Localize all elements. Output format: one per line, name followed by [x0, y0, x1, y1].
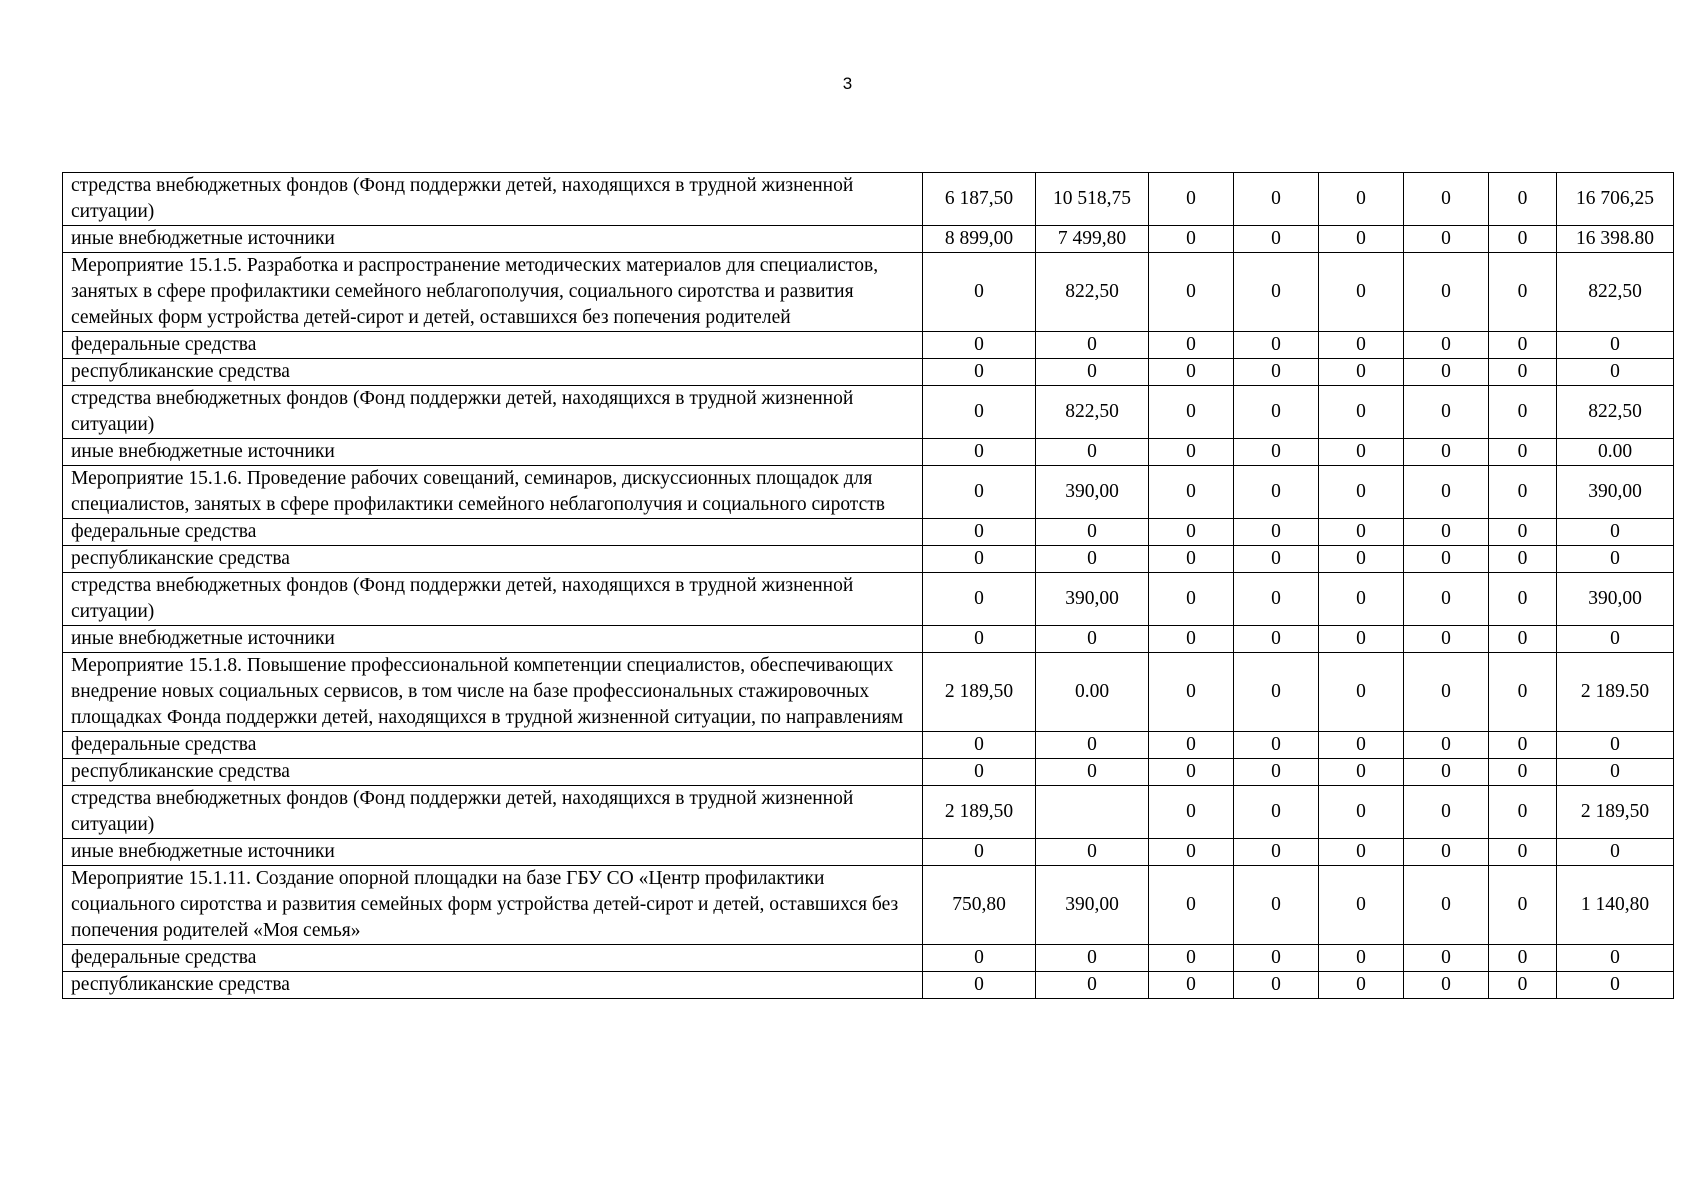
amount-cell-year-7: 0	[1489, 759, 1557, 786]
amount-cell-total: 0	[1557, 332, 1674, 359]
funding-source-cell: стредства внебюджетных фондов (Фонд поддержки детей, находящихся в трудной жизненной ситуации)	[63, 386, 923, 439]
amount-cell-year-3: 0	[1149, 626, 1234, 653]
amount-cell-year-6: 0	[1404, 626, 1489, 653]
amount-cell-year-7: 0	[1489, 573, 1557, 626]
amount-cell-year-3: 0	[1149, 866, 1234, 945]
amount-cell-year-3: 0	[1149, 466, 1234, 519]
funding-source-row	[63, 573, 1674, 626]
measure-title-cell: Мероприятие 15.1.8. Повышение профессиональной компетенции специалистов, обеспечивающих внедрение новых социальных сервисов, в том числе на базе профессиональных стажировочных площадках Фонда поддержки детей, находящихся в трудной жизненной ситуации, по направлениям	[63, 653, 923, 732]
amount-cell-year-6: 0	[1404, 173, 1489, 226]
funding-source-cell: федеральные средства	[63, 945, 923, 972]
amount-cell-year-1: 0	[923, 519, 1036, 546]
amount-cell-year-2: 0	[1036, 759, 1149, 786]
funding-source-cell: иные внебюджетные источники	[63, 226, 923, 253]
funding-source-row	[63, 226, 1674, 253]
amount-cell-year-6: 0	[1404, 359, 1489, 386]
amount-cell-year-2: 0	[1036, 972, 1149, 999]
amount-cell-year-7: 0	[1489, 173, 1557, 226]
amount-cell-year-7: 0	[1489, 839, 1557, 866]
amount-cell-year-7: 0	[1489, 866, 1557, 945]
amount-cell-year-6: 0	[1404, 839, 1489, 866]
amount-cell-year-4: 0	[1234, 359, 1319, 386]
amount-cell-year-7: 0	[1489, 972, 1557, 999]
amount-cell-year-4: 0	[1234, 226, 1319, 253]
amount-cell-year-2: 7 499,80	[1036, 226, 1149, 253]
amount-cell-total: 0	[1557, 759, 1674, 786]
amount-cell-year-4: 0	[1234, 466, 1319, 519]
amount-cell-year-6: 0	[1404, 386, 1489, 439]
funding-source-row	[63, 359, 1674, 386]
amount-cell-year-3: 0	[1149, 332, 1234, 359]
funding-source-cell: республиканские средства	[63, 759, 923, 786]
amount-cell-year-3: 0	[1149, 439, 1234, 466]
measure-row	[63, 253, 1674, 332]
measure-row	[63, 653, 1674, 732]
amount-cell-year-3: 0	[1149, 972, 1234, 999]
amount-cell-total: 16 398.80	[1557, 226, 1674, 253]
amount-cell-year-4: 0	[1234, 972, 1319, 999]
amount-cell-year-1: 6 187,50	[923, 173, 1036, 226]
amount-cell-year-4: 0	[1234, 332, 1319, 359]
funding-source-row	[63, 839, 1674, 866]
amount-cell-year-7: 0	[1489, 359, 1557, 386]
amount-cell-total: 0.00	[1557, 439, 1674, 466]
amount-cell-year-5: 0	[1319, 573, 1404, 626]
amount-cell-total: 0	[1557, 519, 1674, 546]
funding-source-row	[63, 945, 1674, 972]
amount-cell-year-3: 0	[1149, 945, 1234, 972]
amount-cell-year-4: 0	[1234, 732, 1319, 759]
amount-cell-year-3: 0	[1149, 173, 1234, 226]
page-number: 3	[842, 74, 853, 93]
amount-cell-year-7: 0	[1489, 519, 1557, 546]
amount-cell-year-5: 0	[1319, 653, 1404, 732]
amount-cell-year-2: 0	[1036, 359, 1149, 386]
amount-cell-year-5: 0	[1319, 972, 1404, 999]
funding-source-row	[63, 732, 1674, 759]
amount-cell-year-1: 0	[923, 466, 1036, 519]
amount-cell-year-4: 0	[1234, 626, 1319, 653]
amount-cell-total: 0	[1557, 359, 1674, 386]
amount-cell-year-5: 0	[1319, 839, 1404, 866]
amount-cell-total: 390,00	[1557, 466, 1674, 519]
amount-cell-year-3: 0	[1149, 226, 1234, 253]
amount-cell-year-6: 0	[1404, 945, 1489, 972]
amount-cell-year-4: 0	[1234, 173, 1319, 226]
funding-source-row	[63, 546, 1674, 573]
amount-cell-year-3: 0	[1149, 839, 1234, 866]
amount-cell-year-5: 0	[1319, 439, 1404, 466]
amount-cell-year-2: 0	[1036, 732, 1149, 759]
amount-cell-year-5: 0	[1319, 386, 1404, 439]
amount-cell-year-6: 0	[1404, 759, 1489, 786]
amount-cell-year-2: 822,50	[1036, 386, 1149, 439]
amount-cell-year-1: 8 899,00	[923, 226, 1036, 253]
amount-cell-year-6: 0	[1404, 253, 1489, 332]
measure-row	[63, 866, 1674, 945]
amount-cell-year-4: 0	[1234, 945, 1319, 972]
funding-source-row	[63, 972, 1674, 999]
funding-source-row	[63, 173, 1674, 226]
amount-cell-year-7: 0	[1489, 253, 1557, 332]
amount-cell-year-1: 0	[923, 626, 1036, 653]
funding-source-cell: стредства внебюджетных фондов (Фонд поддержки детей, находящихся в трудной жизненной ситуации)	[63, 786, 923, 839]
amount-cell-year-1: 0	[923, 253, 1036, 332]
amount-cell-year-3: 0	[1149, 732, 1234, 759]
amount-cell-year-7: 0	[1489, 466, 1557, 519]
amount-cell-year-5: 0	[1319, 759, 1404, 786]
amount-cell-year-7: 0	[1489, 786, 1557, 839]
amount-cell-year-2: 0	[1036, 332, 1149, 359]
amount-cell-year-2: 0	[1036, 546, 1149, 573]
amount-cell-year-5: 0	[1319, 226, 1404, 253]
amount-cell-year-2: 390,00	[1036, 466, 1149, 519]
amount-cell-year-1: 750,80	[923, 866, 1036, 945]
amount-cell-year-1: 2 189,50	[923, 786, 1036, 839]
amount-cell-year-7: 0	[1489, 945, 1557, 972]
amount-cell-total: 0	[1557, 972, 1674, 999]
funding-source-cell: иные внебюджетные источники	[63, 439, 923, 466]
amount-cell-year-3: 0	[1149, 759, 1234, 786]
amount-cell-year-3: 0	[1149, 573, 1234, 626]
amount-cell-year-2: 822,50	[1036, 253, 1149, 332]
amount-cell-total: 0	[1557, 546, 1674, 573]
funding-source-row	[63, 626, 1674, 653]
funding-source-row	[63, 519, 1674, 546]
measure-title-cell: Мероприятие 15.1.5. Разработка и распространение методических материалов для специалистов, занятых в сфере профилактики семейного неблагополучия, социального сиротства и развития семейных форм устройства детей-сирот и детей, оставшихся без попечения родителей	[63, 253, 923, 332]
amount-cell-year-4: 0	[1234, 439, 1319, 466]
funding-source-cell: иные внебюджетные источники	[63, 626, 923, 653]
amount-cell-year-3: 0	[1149, 546, 1234, 573]
funding-source-row	[63, 386, 1674, 439]
amount-cell-year-1: 0	[923, 732, 1036, 759]
amount-cell-year-1: 0	[923, 332, 1036, 359]
funding-source-cell: федеральные средства	[63, 332, 923, 359]
amount-cell-year-1: 0	[923, 439, 1036, 466]
amount-cell-year-4: 0	[1234, 653, 1319, 732]
amount-cell-year-6: 0	[1404, 972, 1489, 999]
amount-cell-year-4: 0	[1234, 253, 1319, 332]
amount-cell-year-3: 0	[1149, 519, 1234, 546]
amount-cell-total: 390,00	[1557, 573, 1674, 626]
amount-cell-total: 822,50	[1557, 253, 1674, 332]
amount-cell-year-2: 0.00	[1036, 653, 1149, 732]
amount-cell-year-3: 0	[1149, 386, 1234, 439]
amount-cell-year-4: 0	[1234, 573, 1319, 626]
amount-cell-year-6: 0	[1404, 226, 1489, 253]
amount-cell-year-5: 0	[1319, 519, 1404, 546]
amount-cell-total: 0	[1557, 732, 1674, 759]
amount-cell-year-4: 0	[1234, 546, 1319, 573]
amount-cell-year-3: 0	[1149, 253, 1234, 332]
amount-cell-year-7: 0	[1489, 653, 1557, 732]
amount-cell-year-4: 0	[1234, 386, 1319, 439]
amount-cell-year-1: 2 189,50	[923, 653, 1036, 732]
amount-cell-total: 1 140,80	[1557, 866, 1674, 945]
funding-table-body	[63, 173, 1674, 999]
amount-cell-year-4: 0	[1234, 839, 1319, 866]
amount-cell-year-2: 10 518,75	[1036, 173, 1149, 226]
amount-cell-year-7: 0	[1489, 332, 1557, 359]
amount-cell-year-5: 0	[1319, 626, 1404, 653]
amount-cell-year-2: 0	[1036, 945, 1149, 972]
amount-cell-year-2: 390,00	[1036, 866, 1149, 945]
measure-title-cell: Мероприятие 15.1.6. Проведение рабочих совещаний, семинаров, дискуссионных площадок для специалистов, занятых в сфере профилактики семейного неблагополучия и социального сиротств	[63, 466, 923, 519]
amount-cell-year-6: 0	[1404, 466, 1489, 519]
amount-cell-year-5: 0	[1319, 546, 1404, 573]
amount-cell-year-1: 0	[923, 839, 1036, 866]
amount-cell-year-7: 0	[1489, 546, 1557, 573]
amount-cell-year-1: 0	[923, 972, 1036, 999]
amount-cell-total: 2 189,50	[1557, 786, 1674, 839]
funding-source-cell: стредства внебюджетных фондов (Фонд поддержки детей, находящихся в трудной жизненной ситуации)	[63, 573, 923, 626]
amount-cell-year-2: 0	[1036, 439, 1149, 466]
amount-cell-year-6: 0	[1404, 519, 1489, 546]
amount-cell-year-5: 0	[1319, 253, 1404, 332]
amount-cell-year-5: 0	[1319, 866, 1404, 945]
funding-source-cell: иные внебюджетные источники	[63, 839, 923, 866]
amount-cell-year-5: 0	[1319, 359, 1404, 386]
amount-cell-total: 822,50	[1557, 386, 1674, 439]
amount-cell-year-2: 0	[1036, 839, 1149, 866]
amount-cell-total: 2 189.50	[1557, 653, 1674, 732]
funding-source-row	[63, 759, 1674, 786]
amount-cell-year-7: 0	[1489, 386, 1557, 439]
amount-cell-year-1: 0	[923, 573, 1036, 626]
funding-source-cell: федеральные средства	[63, 732, 923, 759]
measure-row	[63, 466, 1674, 519]
amount-cell-year-1: 0	[923, 945, 1036, 972]
amount-cell-year-6: 0	[1404, 866, 1489, 945]
amount-cell-year-6: 0	[1404, 732, 1489, 759]
amount-cell-year-6: 0	[1404, 653, 1489, 732]
amount-cell-total: 0	[1557, 945, 1674, 972]
amount-cell-year-6: 0	[1404, 332, 1489, 359]
amount-cell-year-3: 0	[1149, 786, 1234, 839]
amount-cell-year-4: 0	[1234, 759, 1319, 786]
amount-cell-year-3: 0	[1149, 653, 1234, 732]
funding-source-row	[63, 439, 1674, 466]
amount-cell-year-5: 0	[1319, 945, 1404, 972]
amount-cell-year-7: 0	[1489, 732, 1557, 759]
funding-source-row	[63, 332, 1674, 359]
amount-cell-year-2: 0	[1036, 519, 1149, 546]
amount-cell-year-5: 0	[1319, 786, 1404, 839]
amount-cell-year-5: 0	[1319, 332, 1404, 359]
funding-source-cell: республиканские средства	[63, 972, 923, 999]
amount-cell-year-2: 0	[1036, 626, 1149, 653]
amount-cell-year-6: 0	[1404, 786, 1489, 839]
amount-cell-year-3: 0	[1149, 359, 1234, 386]
amount-cell-year-1: 0	[923, 386, 1036, 439]
amount-cell-year-2: 390,00	[1036, 573, 1149, 626]
funding-source-cell: республиканские средства	[63, 359, 923, 386]
funding-source-cell: республиканские средства	[63, 546, 923, 573]
amount-cell-total: 16 706,25	[1557, 173, 1674, 226]
amount-cell-year-2	[1036, 786, 1149, 839]
amount-cell-year-6: 0	[1404, 573, 1489, 626]
amount-cell-year-6: 0	[1404, 546, 1489, 573]
funding-source-cell: федеральные средства	[63, 519, 923, 546]
amount-cell-total: 0	[1557, 839, 1674, 866]
amount-cell-year-1: 0	[923, 759, 1036, 786]
amount-cell-total: 0	[1557, 626, 1674, 653]
funding-table	[62, 172, 1674, 999]
amount-cell-year-7: 0	[1489, 226, 1557, 253]
amount-cell-year-5: 0	[1319, 173, 1404, 226]
amount-cell-year-6: 0	[1404, 439, 1489, 466]
amount-cell-year-7: 0	[1489, 626, 1557, 653]
measure-title-cell: Мероприятие 15.1.11. Создание опорной площадки на базе ГБУ СО «Центр профилактики социального сиротства и развития семейных форм устройства детей-сирот и детей, оставшихся без попечения родителей «Моя семья»	[63, 866, 923, 945]
funding-source-row	[63, 786, 1674, 839]
amount-cell-year-5: 0	[1319, 466, 1404, 519]
amount-cell-year-1: 0	[923, 546, 1036, 573]
funding-source-cell: стредства внебюджетных фондов (Фонд поддержки детей, находящихся в трудной жизненной ситуации)	[63, 173, 923, 226]
amount-cell-year-4: 0	[1234, 866, 1319, 945]
amount-cell-year-4: 0	[1234, 786, 1319, 839]
amount-cell-year-4: 0	[1234, 519, 1319, 546]
amount-cell-year-5: 0	[1319, 732, 1404, 759]
amount-cell-year-7: 0	[1489, 439, 1557, 466]
amount-cell-year-1: 0	[923, 359, 1036, 386]
